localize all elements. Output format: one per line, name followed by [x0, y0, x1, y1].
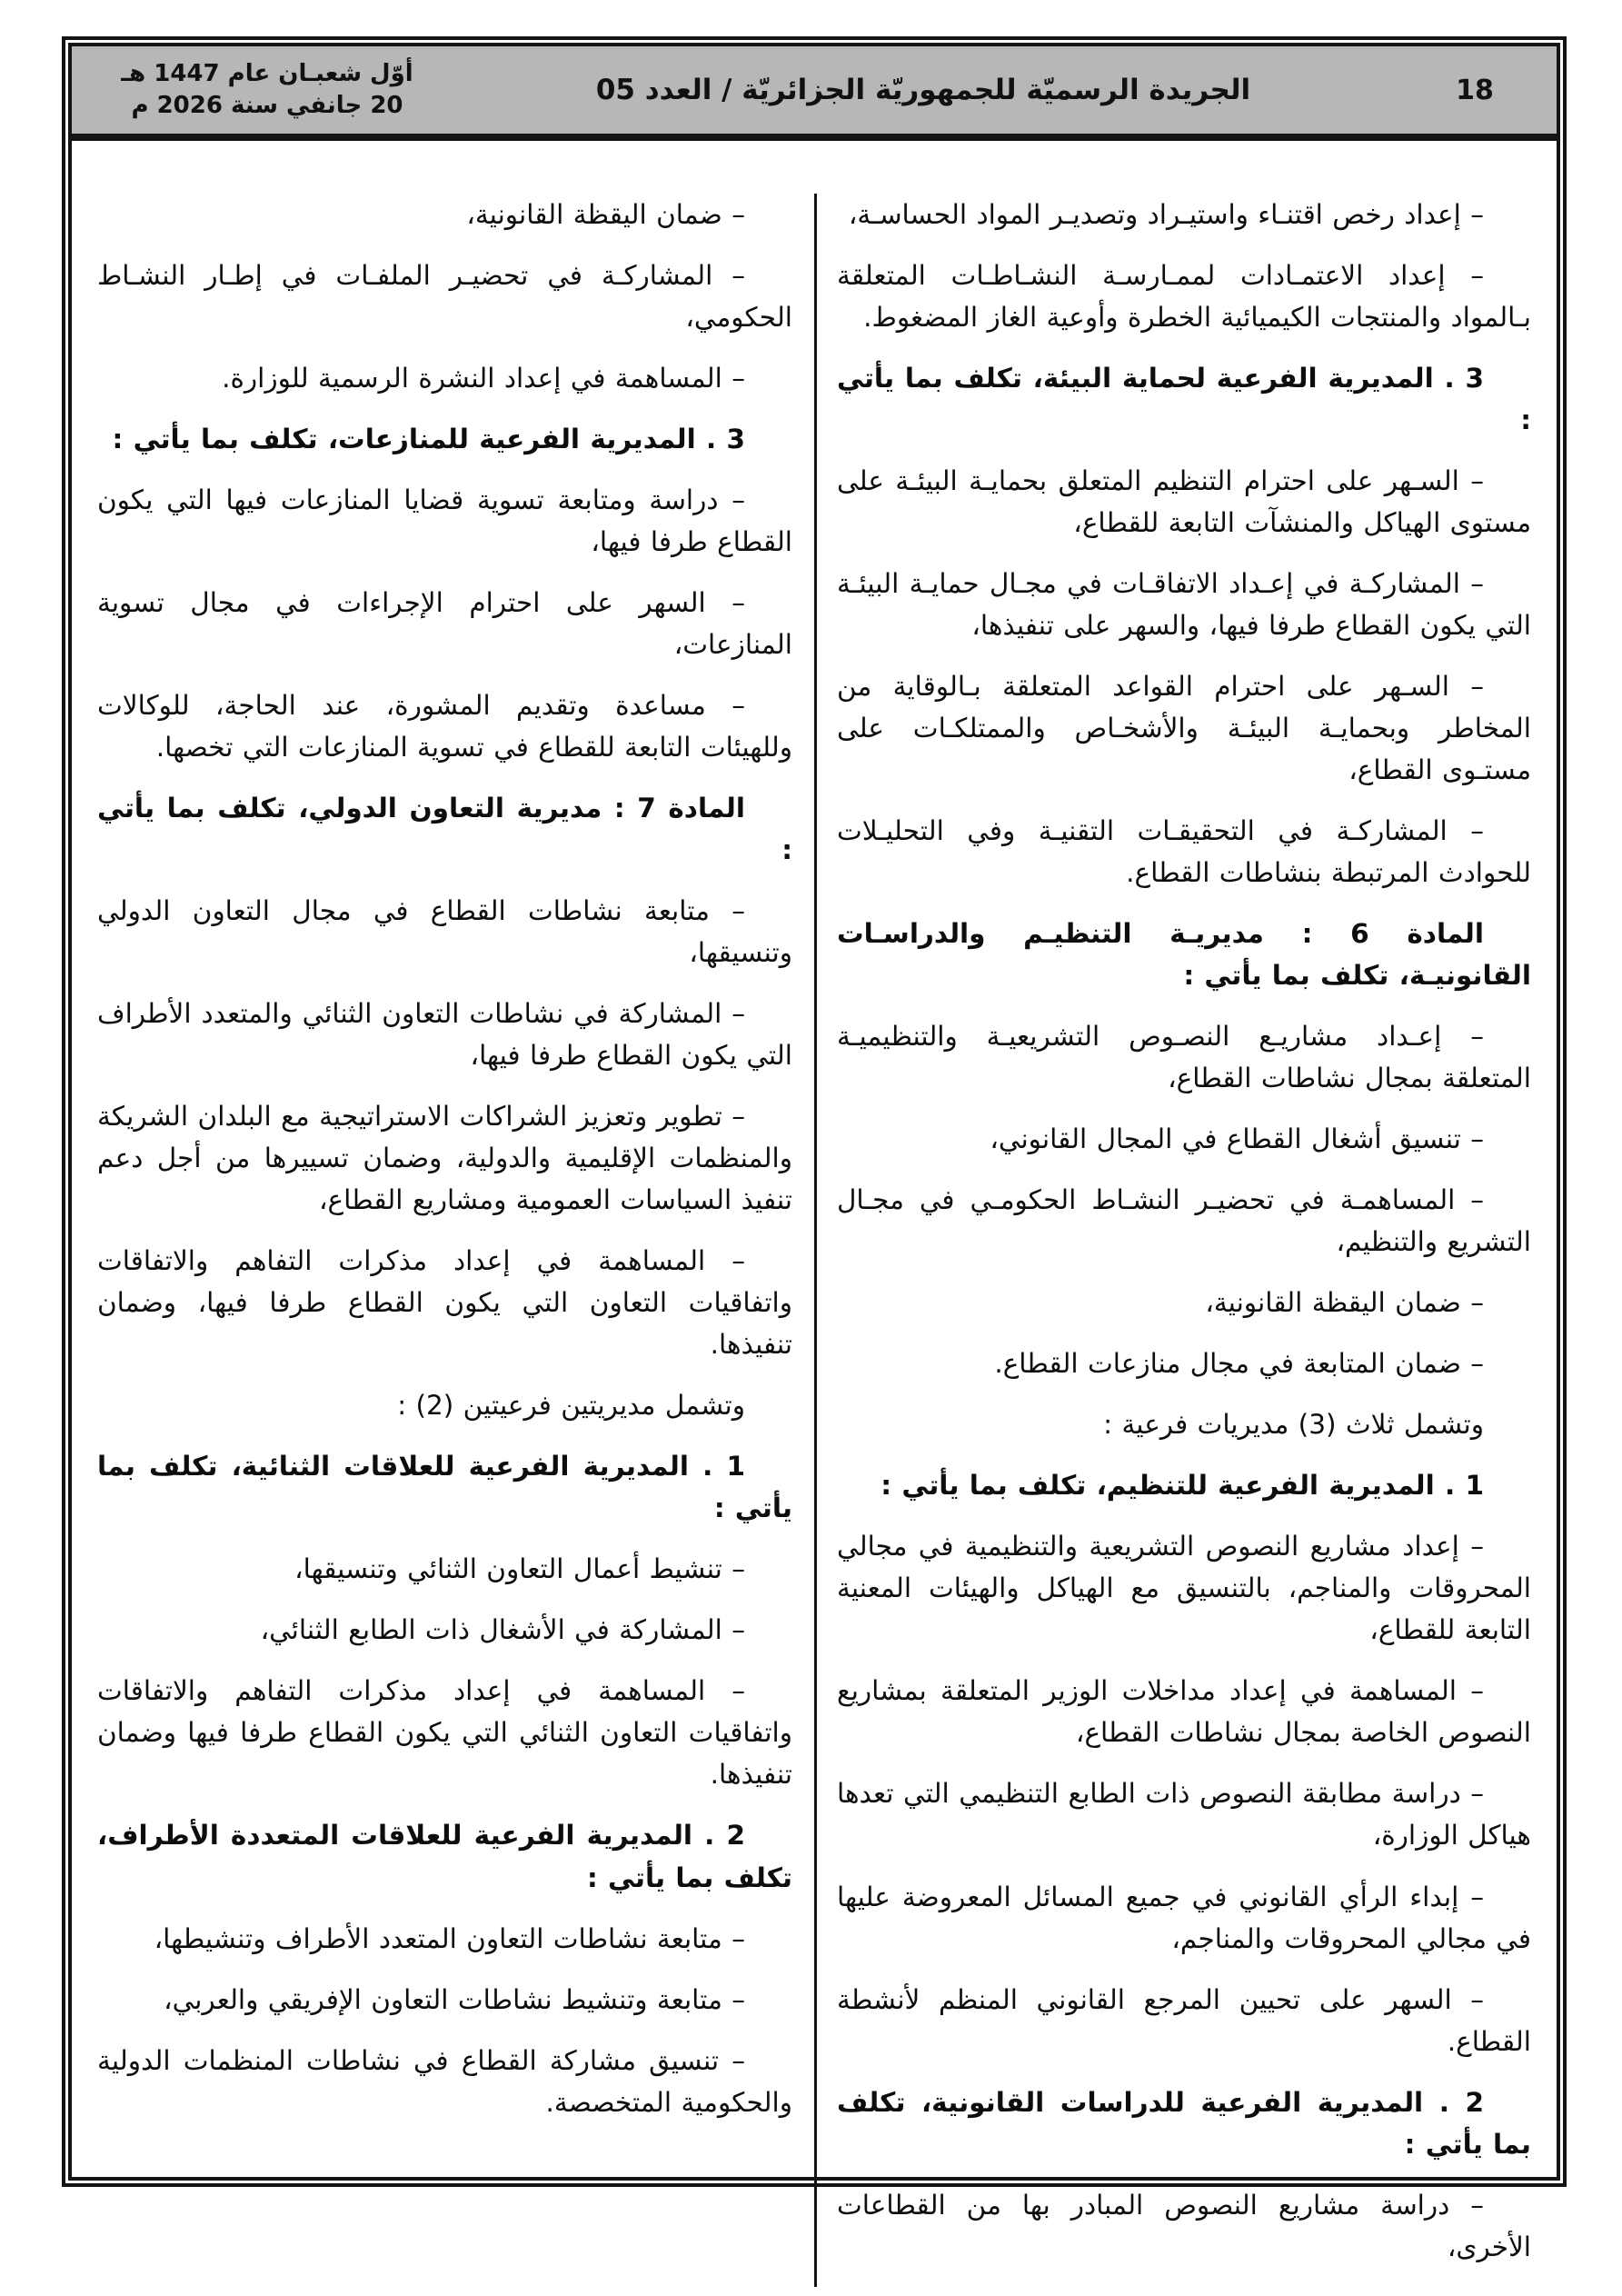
list-item: – متابعة نشاطات القطاع في مجال التعاون الدولي وتنسيقها،	[97, 895, 792, 969]
list-item: – إعـداد مشاريـع النصـوص التشريعيـة والتنظيميـة المتعلقة بمجال نشاطات القطاع،	[837, 1021, 1531, 1094]
list-item: – السـهر على احترام القواعد المتعلقة بـالوقاية من المخاطر وبحمايـة البيئـة والأشخـاص والممتلكـات على مستـوى القطاع،	[837, 671, 1531, 786]
list-item: – ضمان اليقظة القانونية،	[1205, 1287, 1484, 1319]
column-right	[814, 194, 1531, 2287]
note-line: وتشمل ثلاث (3) مديريات فرعية :	[1103, 1409, 1484, 1441]
list-item: – المساهمة في إعداد مذكرات التفاهم والاتفاقات واتفاقيات التعاون التي يكون القطاع طرفا فيها، وضمان تنفيذها.	[97, 1245, 792, 1361]
list-item: – المساهمة في إعداد النشرة الرسمية للوزارة.	[222, 363, 745, 394]
heading-bold: 1 . المديرية الفرعية للتنظيم،	[1096, 1470, 1484, 1502]
list-item: – السهر على تحيين المرجع القانوني المنظم لأنشطة القطاع.	[837, 1983, 1531, 2057]
list-item: – المساهمـة في تحضيـر النشـاط الحكومـي في مجـال التشريع والتنظيم،	[837, 1184, 1531, 1258]
list-item: – المشاركة في الأشغال ذات الطابع الثنائي،	[260, 1614, 745, 1646]
heading-rest: تكلف بما يأتي :	[97, 793, 792, 866]
list-item: – المشاركـة في إعـداد الاتفاقـات في مجـال حمايـة البيئـة التي يكون القطاع طرفا فيها، والسهر على تنفيذها،	[837, 568, 1531, 642]
list-item: – المشاركـة في التحقيقـات التقنيـة وفي التحليـلات للحوادث المرتبطة بنشاطات القطاع.	[837, 815, 1531, 889]
list-item: – مساعدة وتقديم المشورة، عند الحاجة، للوكالات وللهيئات التابعة للقطاع في تسوية المنازعات التي تخصها.	[97, 690, 792, 764]
list-item: – متابعة نشاطات التعاون المتعدد الأطراف وتنشيطها،	[154, 1922, 745, 1954]
heading-bold: 1 . المديرية الفرعية للعلاقات الثنائية،	[231, 1451, 745, 1482]
heading-bold: المادة 6 : مديريـة التنظيـم والدراسـات القانونيـة،	[837, 918, 1531, 992]
section-heading	[837, 357, 1531, 441]
heading-rest: تكلف بما يأتي :	[97, 1451, 792, 1524]
list-item: – تنسيق مشاركة القطاع في نشاطات المنظمات الدولية والحكومية المتخصصة.	[97, 2044, 792, 2118]
list-item: – ضمان المتابعة في مجال منازعات القطاع.	[994, 1348, 1484, 1380]
section-heading	[837, 913, 1531, 996]
list-item: – السهر على احترام الإجراءات في مجال تسوية المنازعات،	[97, 587, 792, 661]
list-item: – المساهمة في إعداد مداخلات الوزير المتعلقة بمشاريع النصوص الخاصة بمجال نشاطات القطاع،	[837, 1675, 1531, 1749]
list-item: – إعداد الاعتمـادات لممـارسـة النشـاطـات المتعلقة بـالمواد والمنتجات الكيميائية الخطرة وأوعية الغاز المضغوط.	[837, 260, 1531, 334]
section-heading	[837, 2081, 1531, 2165]
header-dates	[72, 58, 453, 122]
heading-rest: تكلف بما يأتي :	[586, 1862, 792, 1893]
heading-bold: المادة 7 : مديرية التعاون الدولي،	[298, 793, 745, 824]
list-item: – ضمان اليقظة القانونية،	[466, 199, 745, 230]
section-heading	[97, 787, 792, 871]
list-item: – دراسة مطابقة النصوص ذات الطابع التنظيمي التي تعدها هياكل الوزارة،	[837, 1778, 1531, 1852]
heading-rest: تكلف بما يأتي :	[837, 2086, 1531, 2160]
list-item: – المشاركـة في تحضيـر الملفـات في إطـار النشـاط الحكومي،	[97, 260, 792, 334]
heading-rest: تكلف بما يأتي :	[837, 363, 1531, 436]
section-heading	[837, 1464, 1531, 1506]
header-date-hijri: أوّل شعبـان عام 1447 هـ	[121, 59, 413, 87]
heading-bold: 2 . المديرية الفرعية للدراسات القانونية،	[920, 2086, 1484, 2118]
heading-rest: تكلف بما يأتي :	[881, 1470, 1097, 1502]
list-item: – متابعة وتنشيط نشاطات التعاون الإفريقي والعربي،	[164, 1983, 745, 2015]
list-item: – المشاركة في نشاطات التعاون الثنائي والمتعدد الأطراف التي يكون القطاع طرفا فيها،	[97, 998, 792, 1072]
list-item: – تنشيط أعمال التعاون الثنائي وتنسيقها،	[294, 1553, 745, 1585]
page-frame	[62, 36, 1567, 2262]
list-item: – إبداء الرأي القانوني في جميع المسائل المعروضة عليها في مجالي المحروقات والمناجم،	[837, 1881, 1531, 1954]
heading-rest: تكلف بما يأتي :	[1183, 960, 1399, 992]
list-item: – تنسيق أشغال القطاع في المجال القانوني،	[990, 1123, 1484, 1155]
column-left	[97, 194, 814, 2287]
masthead	[72, 46, 1557, 141]
list-item: – إعداد مشاريع النصوص التشريعية والتنظيمية في مجالي المحروقات والمناجم، بالتنسيق مع الهياكل والهيئات المعنية التابعة للقطاع،	[837, 1531, 1531, 1646]
header-page-number: 18	[1456, 74, 1494, 106]
list-item: – السـهر على احترام التنظيم المتعلق بحمايـة البيئـة على مستوى الهياكل والمنشآت التابعة للقطاع،	[837, 465, 1531, 539]
section-heading	[97, 418, 792, 460]
list-item: – دراسة مشاريع النصوص المبادر بها من القطاعات الأخرى،	[837, 2189, 1531, 2262]
list-item: – دراسة ومتابعة تسوية قضايا المنازعات فيها التي يكون القطاع طرفا فيها،	[97, 484, 792, 558]
header-date-gregorian: 20 جانفي سنة 2026 م	[131, 92, 403, 119]
note-line: وتشمل مديريتين فرعيتين (2) :	[397, 1390, 745, 1422]
heading-bold: 3 . المديرية الفرعية للمنازعات،	[327, 424, 745, 455]
section-heading	[97, 1445, 792, 1529]
list-item: – المساهمة في إعداد مذكرات التفاهم والاتفاقات واتفاقيات التعاون الثنائي التي يكون القطاع طرفا فيها وضمان تنفيذها.	[97, 1675, 792, 1791]
list-item: – إعداد رخص اقتنـاء واستيـراد وتصديـر المواد الحساسـة،	[848, 199, 1484, 230]
heading-bold: 2 . المديرية الفرعية للعلاقات المتعددة الأطراف،	[97, 1820, 745, 1852]
header-title: الجريدة الرسميّة للجمهوريّة الجزائريّة / العدد 05	[595, 74, 1251, 106]
page-frame-inner	[68, 43, 1560, 2262]
section-heading	[97, 1814, 792, 1898]
heading-bold: 3 . المديرية الفرعية لحماية البيئة،	[1032, 363, 1484, 394]
list-item: – تطوير وتعزيز الشراكات الاستراتيجية مع البلدان الشريكة والمنظمات الإقليمية والدولية، وضمان تسييرها من أجل دعم تنفيذ السياسات العمومية ومشاريع القطاع،	[97, 1101, 792, 1216]
heading-rest: تكلف بما يأتي :	[112, 424, 328, 455]
content-columns	[72, 141, 1557, 2287]
